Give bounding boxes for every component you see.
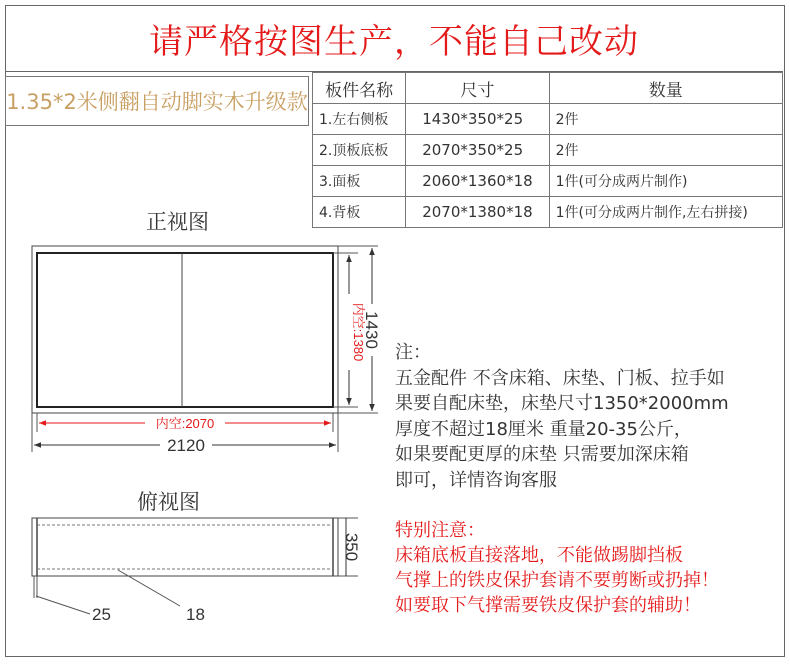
callout-panel-label: 18	[186, 605, 205, 624]
depth-label: 350	[342, 532, 361, 562]
special-note-line: 气撑上的铁皮保护套请不要剪断或扔掉！	[395, 570, 719, 591]
callout-leader-panel	[118, 570, 180, 606]
part-name: 2.顶板底板	[313, 135, 406, 166]
outer-height-label: 1430	[362, 311, 381, 349]
top-view-drawing	[32, 518, 361, 624]
header-part-name: 板件名称	[313, 73, 406, 104]
front-view-title: 正视图	[146, 210, 209, 234]
part-quantity: 1件(可分成两片制作)	[549, 166, 782, 197]
part-size: 1430*350*25	[406, 104, 549, 135]
part-quantity: 2件	[549, 104, 782, 135]
front-view-drawing	[32, 246, 381, 455]
part-size: 2070*350*25	[406, 135, 549, 166]
part-name: 3.面板	[313, 166, 406, 197]
note-line: 五金配件 不含床箱、床垫、门板、拉手如	[395, 367, 725, 389]
top-view-title: 俯视图	[137, 490, 200, 514]
part-size: 2060*1360*18	[406, 166, 549, 197]
inner-width-label: 内空:2070	[155, 416, 215, 431]
special-note-line: 特别注意：	[395, 520, 485, 541]
note-line: 果要自配床垫，床垫尺寸1350*2000mm	[395, 393, 729, 414]
header-quantity: 数量	[549, 73, 782, 104]
note-line: 即可，详情咨询客服	[395, 469, 557, 491]
special-notes-block	[395, 518, 719, 618]
model-name: 1.35*2米侧翻自动脚实木升级款	[5, 76, 309, 126]
outer-width-label: 2120	[167, 436, 205, 455]
part-name: 1.左右侧板	[313, 104, 406, 135]
part-quantity: 2件	[549, 135, 782, 166]
note-line: 厚度不超过18厘米 重量20-35公斤，	[395, 418, 692, 440]
header-size: 尺寸	[406, 73, 549, 104]
notes-block	[395, 340, 729, 493]
special-note-line: 如要取下气撑需要铁皮保护套的辅助！	[395, 595, 701, 616]
page-title: 请严格按图生产，不能自己改动	[149, 21, 639, 62]
front-outer-outline	[32, 246, 338, 413]
special-note-line: 床箱底板直接落地，不能做踢脚挡板	[395, 545, 683, 566]
note-line: 如果要配更厚的床垫 只需要加深床箱	[395, 444, 689, 465]
note-line: 注：	[395, 342, 431, 363]
top-outer-outline	[32, 518, 338, 576]
part-name: 4.背板	[313, 197, 406, 228]
callout-leader-side	[36, 596, 90, 614]
callout-side-label: 25	[92, 605, 111, 624]
inner-height-label: 内空:1380	[351, 302, 366, 362]
part-size: 2070*1380*18	[406, 197, 549, 228]
front-inner-outline	[37, 253, 333, 407]
part-quantity: 1件(可分成两片制作,左右拼接)	[549, 197, 782, 228]
